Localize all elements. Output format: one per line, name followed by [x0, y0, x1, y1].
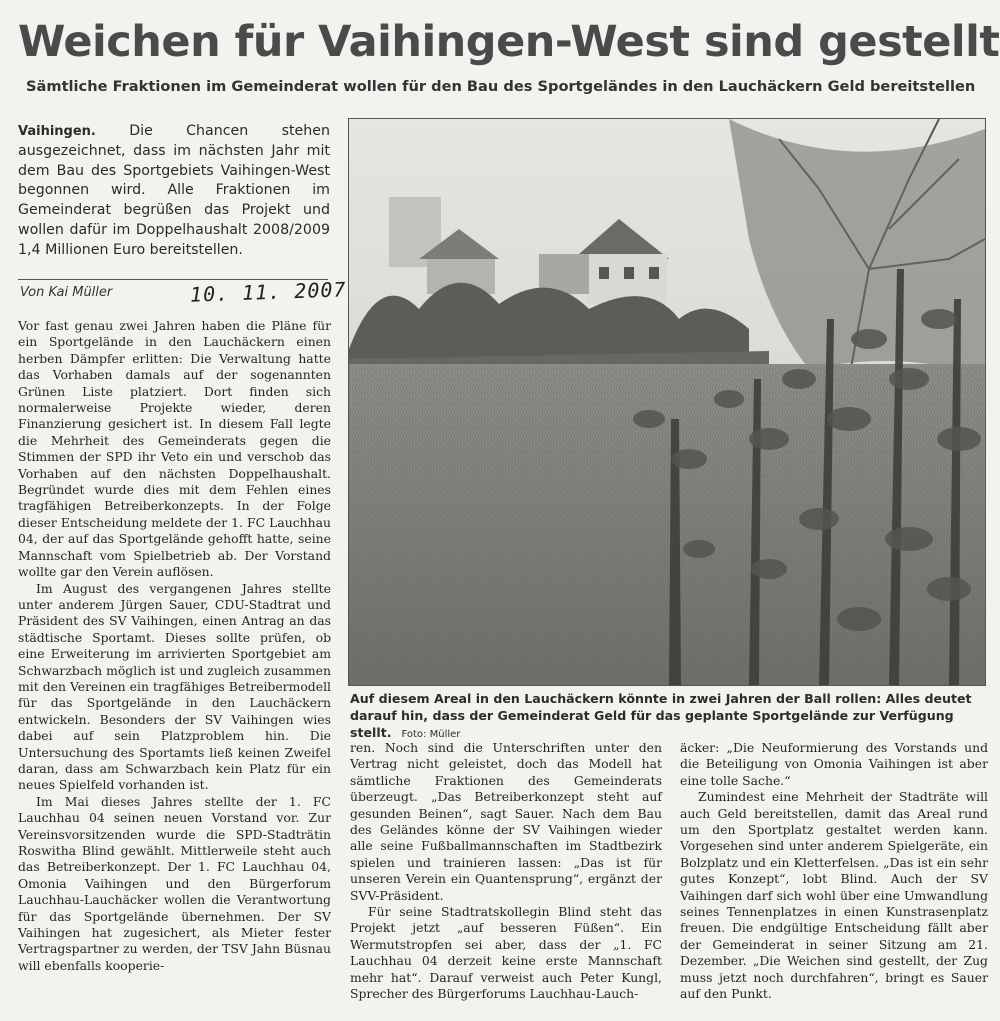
field-photo-illustration — [349, 119, 985, 685]
paragraph: Für seine Stadtratskollegin Blind steht das Projekt jetzt „auf besseren Füßen“. Ein Wermutstropfen sei aber, dass der „1. FC Lauchhau 04 derzeit keine erste Mannschaft mehr hat“. Darauf verweist auch Peter Kungl, Sprecher des Bürgerforums Lauchhau-Lauch- — [350, 904, 662, 1002]
article-photo — [348, 118, 986, 686]
article-column-3 — [680, 740, 988, 1003]
caption-text: Auf diesem Areal in den Lauchäckern könnte in zwei Jahren der Ball rollen: Alles deutet darauf hin, dass der Gemeinderat Geld für das geplante Sportgelände zur Verfügung stellt. — [350, 691, 972, 740]
paragraph: Im August des vergangenen Jahres stellte unter anderem Jürgen Sauer, CDU-Stadtrat und Präsident des SV Vaihingen, einen Antrag an das städtische Sportamt. Dieses sollte prüfen, ob eine Erweiterung im arrivierten Sportgebiet am Schwarzbach möglich ist und zugleich zusammen mit den Vereinen ein tragfähiges Betreibermodell für das Sportgelände in den Lauchäckern entwickeln. Besonders der SV Vaihingen wies dabei auf sein Platzproblem hin. Die Untersuchung des Sportamts ließ keinen Zweifel daran, dass am Schwarzbach kein Platz für ein neues Spielfeld vorhanden ist. — [18, 580, 331, 793]
paragraph: äcker: „Die Neuformierung des Vorstands und die Beteiligung von Omonia Vaihingen ist aber eine tolle Sache.“ — [680, 740, 988, 788]
paragraph: ren. Noch sind die Unterschriften unter den Vertrag nicht geleistet, doch das Modell hat sämtliche Fraktionen des Gemeinderats überzeugt. „Das Betreiberkonzept steht auf gesunden Beinen“, sagt Sauer. Nach dem Bau des Geländes könne der SV Vaihingen wieder alle seine Fußballmannschaften im Stadtbezirk spielen und trainieren lassen: „Das ist für unseren Verein ein Quantensprung“, ergänzt der SVV-Präsident. — [350, 740, 662, 903]
paragraph: Im Mai dieses Jahres stellte der 1. FC Lauchhau 04 seinen neuen Vorstand vor. Zur Vereinsvorsitzenden wurde die SPD-Stadträtin Roswitha Blind gewählt. Mittlerweile steht auch das Betreiberkonzept. Der 1. FC Lauchhau 04, Omonia Vaihingen und den Bürgerforum Lauchhau-Lauchäcker wollen die Verantwortung für das Sportgelände übernehmen. Der SV Vaihingen hat zugesichert, als Mieter fester Vertragspartner zu werden, der TSV Jahn Büsnau will ebenfalls kooperie- — [18, 793, 331, 973]
headline: Weichen für Vaihingen-West sind gestellt — [18, 17, 1000, 67]
photo-credit: Foto: Müller — [401, 729, 461, 740]
article-column-2 — [350, 740, 662, 1003]
show-through-text — [360, 0, 990, 14]
lead-place: Vaihingen. — [18, 124, 96, 139]
handwritten-date: 10. 11. 2007 — [189, 277, 347, 307]
paragraph: Zumindest eine Mehrheit der Stadträte will auch Geld bereitstellen, damit das Areal rund um den Sportplatz gestaltet werden kann. Vorgesehen sind unter anderem Spielgeräte, ein Bolzplatz und ein Kletterfelsen. „Das ist ein sehr gutes Konzept“, lobt Blind. Auch der SV Vaihingen darf sich wohl über eine Umwandlung seines Tennenplatzes in einen Kunstrasenplatz freuen. Die endgültige Entscheidung fällt aber der Gemeinderat in seiner Sitzung am 21. Dezember. „Die Weichen sind gestellt, der Zug muss jetzt noch durchfahren“, bringt es Sauer auf den Punkt. — [680, 789, 988, 1002]
paragraph: Vor fast genau zwei Jahren haben die Pläne für ein Sportgelände in den Lauchäckern einen herben Dämpfer erlitten: Die Verwaltung hatte das Vorhaben damals auf der sogenannten Grünen Liste platziert. Dort finden sich normalerweise Projekte wieder, deren Finanzierung gesichert ist. In diesem Fall legte die Mehrheit des Gemeinderats gegen die Stimmen der SPD ihr Veto ein und verschob das Vorhaben auf den nächsten Doppelhaushalt. Begründet wurde dies mit dem Fehlen eines tragfähigen Betreiberkonzepts. In der Folge dieser Entscheidung meldete der 1. FC Lauchhau 04, der auf das Sportgelände gehofft hatte, seine Mannschaft vom Spielbetrieb ab. Der Vorstand wollte gar den Verein auflösen. — [18, 318, 331, 580]
lead-paragraph — [18, 122, 330, 261]
byline: Von Kai Müller — [20, 285, 113, 300]
subheadline: Sämtliche Fraktionen im Gemeinderat wollen für den Bau des Sportgeländes in den Lauchäckern Geld bereitstellen — [26, 78, 976, 95]
article-column-1 — [18, 318, 331, 974]
photo-caption — [350, 690, 990, 743]
lead-text: Die Chancen stehen ausgezeichnet, dass im nächsten Jahr mit dem Bau des Sportgebiets Vaihingen-West begonnen wird. Alle Fraktionen im Gemeinderat begrüßen das Projekt und wollen dafür im Doppelhaushalt 2008/2009 1,4 Millionen Euro bereitstellen. — [18, 123, 330, 258]
